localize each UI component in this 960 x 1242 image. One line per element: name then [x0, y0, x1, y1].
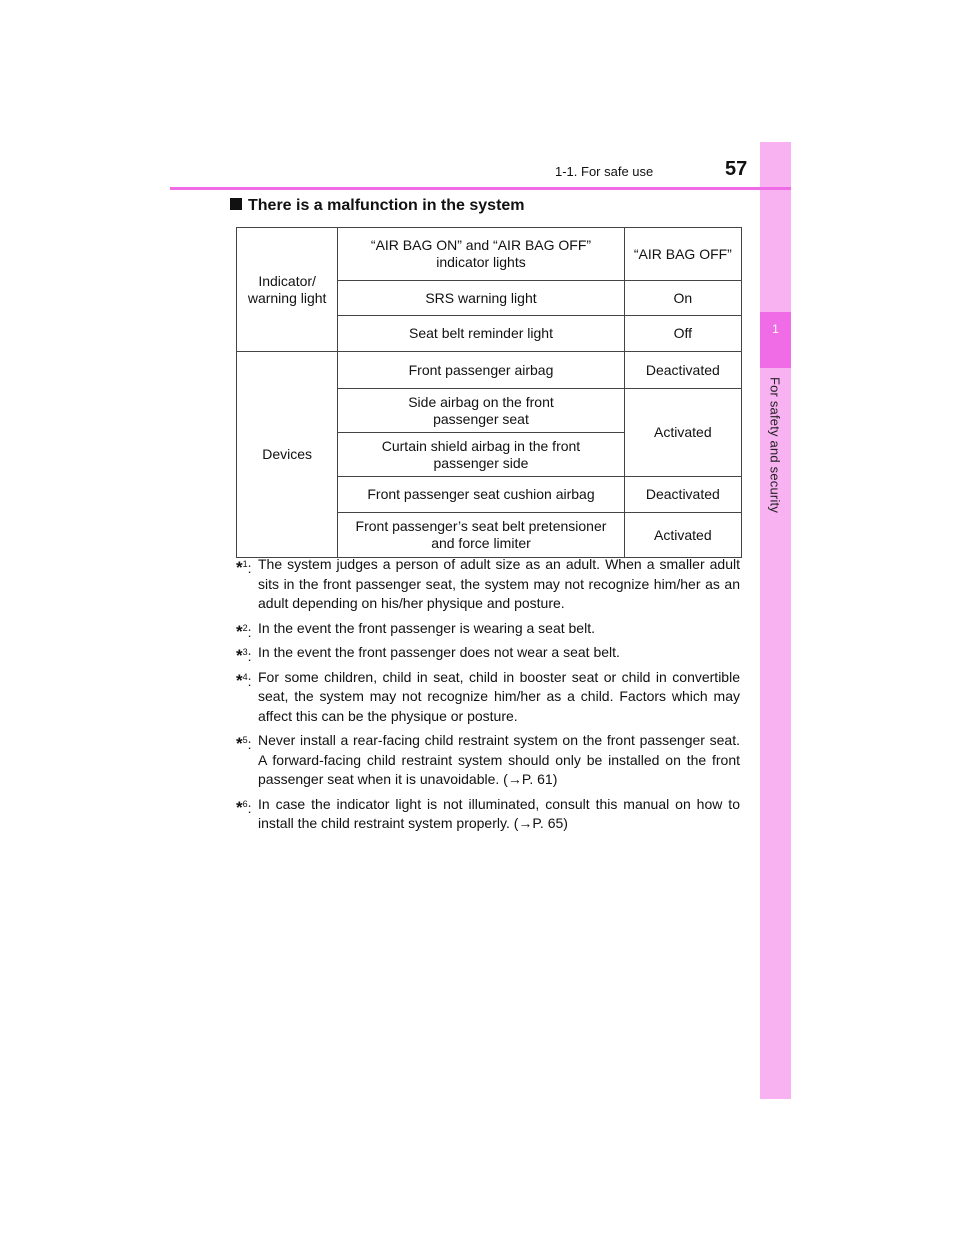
footnote	[236, 619, 740, 639]
table-cell: Activated	[624, 389, 741, 477]
group-cell-indicator	[237, 228, 338, 352]
side-tab-chapter-marker	[760, 312, 791, 368]
table-cell: Deactivated	[624, 477, 741, 513]
footnote-text: Never install a rear-facing child restraint system on the front passenger seat. A forward-facing child restraint system should only be installed on the front passenger seat when it is unavoidable. (→P. 61)	[258, 732, 740, 787]
header-rule	[170, 187, 791, 190]
cell-label: Front passenger’s seat belt pretensioner and force limiter	[355, 518, 607, 551]
footnote-marker: *$^5$:	[236, 734, 252, 753]
footnotes	[236, 555, 740, 839]
section-heading-text: There is a malfunction in the system	[248, 197, 525, 214]
footnote-marker: *$^4$:	[236, 670, 252, 690]
side-tab-label: For safety and security	[767, 376, 783, 514]
section-heading	[230, 197, 525, 215]
group-cell-devices: Devices	[237, 352, 338, 558]
footnote-text: In the event the front passenger does not wear a seat belt.	[258, 644, 620, 660]
cell-label: “AIR BAG ON” and “AIR BAG OFF” indicator lights	[370, 237, 592, 270]
footnote	[236, 795, 740, 834]
table-cell	[338, 513, 624, 558]
table-cell: Front passenger seat cushion airbag	[338, 477, 624, 513]
footnote-text: In the event the front passenger is wearing a seat belt.	[258, 619, 595, 636]
side-tab-number: 1	[772, 322, 779, 336]
table-cell: Seat belt reminder light	[338, 316, 624, 352]
footnote-marker: *$^2$:	[236, 621, 252, 641]
footnote-marker: *$^3$:	[236, 646, 252, 665]
cell-label: Side airbag on the front passenger seat	[408, 393, 554, 427]
table-row	[237, 228, 742, 281]
table-cell: “AIR BAG OFF”	[624, 228, 741, 281]
status-table	[236, 227, 742, 558]
footnote	[236, 668, 740, 727]
footnote-marker: *$^6$:	[236, 797, 252, 817]
table-cell	[338, 389, 624, 433]
table-cell: SRS warning light	[338, 281, 624, 316]
footnote-marker: *$^1$:	[236, 558, 252, 577]
table-cell: Activated	[624, 513, 741, 558]
side-tab	[760, 142, 791, 1099]
table-cell	[338, 228, 624, 281]
footnote	[236, 731, 740, 790]
footnote-text: The system judges a person of adult size as an adult. When a smaller adult sits in the front passenger seat, the system may not recognize him/her as an adult depending on his/her physique and posture.	[258, 556, 740, 611]
page-number: 57	[725, 158, 748, 180]
square-bullet-icon	[230, 198, 242, 210]
table-row	[237, 352, 742, 389]
cell-label: Curtain shield airbag in the front passenger side	[381, 437, 581, 471]
footnote	[236, 555, 740, 614]
table-cell: On	[624, 281, 741, 316]
table-cell: Front passenger airbag	[338, 352, 624, 389]
section-title: 1-1. For safe use	[555, 164, 654, 179]
footnote	[236, 643, 740, 663]
table-cell	[338, 433, 624, 477]
group-label: Indicator/ warning light	[247, 272, 327, 306]
footnote-text: For some children, child in seat, child in booster seat or child in convertible seat, the system may not recognize him/her as a child. Factors which may affect this can be the physique or posture.	[258, 668, 740, 724]
table-cell: Off	[624, 316, 741, 352]
footnote-text: In case the indicator light is not illuminated, consult this manual on how to install the child restraint system properly. (→P. 65)	[258, 795, 740, 831]
table-cell: Deactivated	[624, 352, 741, 389]
